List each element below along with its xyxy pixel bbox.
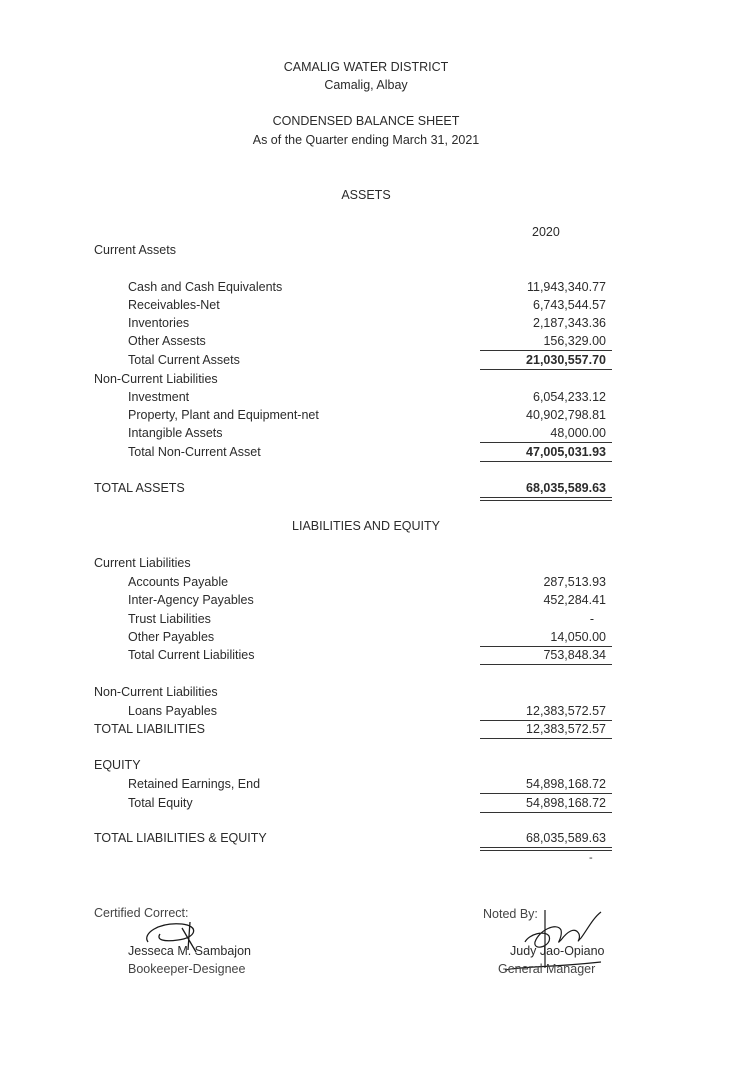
asset-line-label: Inventories — [128, 316, 190, 330]
subtotal-rule — [480, 350, 612, 351]
total-rule — [480, 369, 612, 370]
grand-total-double-rule — [480, 497, 612, 501]
asset-line-label: Receivables-Net — [128, 298, 220, 312]
asset-line-amount: 6,743,544.57 — [533, 298, 606, 312]
total-noncurrent-assets-amount: 47,005,031.93 — [526, 445, 606, 459]
liabilities-equity-heading: LIABILITIES AND EQUITY — [292, 519, 440, 533]
total-rule — [480, 738, 612, 739]
total-current-assets-amount: 21,030,557.70 — [526, 353, 606, 367]
asset-line-label: Property, Plant and Equipment-net — [128, 408, 319, 422]
noncurrent-assets-heading: Non-Current Liabilities — [94, 372, 218, 386]
current-liabilities-heading: Current Liabilities — [94, 556, 191, 570]
liability-line-label: Inter-Agency Payables — [128, 593, 254, 607]
liability-line-amount: 287,513.93 — [543, 575, 606, 589]
asset-line-label: Other Assests — [128, 334, 206, 348]
equity-line-amount: 54,898,168.72 — [526, 777, 606, 791]
subtotal-rule — [480, 646, 612, 647]
total-liabilities-equity-label: TOTAL LIABILITIES & EQUITY — [94, 831, 267, 845]
report-period: As of the Quarter ending March 31, 2021 — [252, 133, 480, 147]
noted-caption: Noted By: — [483, 907, 538, 921]
liability-line-label: Trust Liabilities — [128, 612, 211, 626]
current-assets-heading: Current Assets — [94, 243, 176, 257]
asset-line-amount: 11,943,340.77 — [526, 280, 606, 294]
certified-title: Bookeeper-Designee — [128, 962, 246, 976]
liability-line-amount: 452,284.41 — [543, 593, 606, 607]
certified-name: Jesseca M. Sambajon — [128, 944, 251, 958]
total-equity-amount: 54,898,168.72 — [526, 796, 606, 810]
total-current-liabilities-label: Total Current Liabilities — [128, 648, 255, 662]
certified-caption: Certified Correct: — [94, 906, 189, 920]
liability-line-amount: - — [589, 612, 594, 626]
asset-line-label: Cash and Cash Equivalents — [128, 280, 283, 294]
noted-title: General Manager — [498, 962, 596, 976]
liability-line-label: Accounts Payable — [128, 575, 229, 589]
asset-line-label: Investment — [128, 390, 190, 404]
total-current-assets-label: Total Current Assets — [128, 353, 240, 367]
total-liabilities-equity-amount: 68,035,589.63 — [526, 831, 606, 845]
total-current-liabilities-amount: 753,848.34 — [543, 648, 606, 662]
total-rule — [480, 664, 612, 665]
subtotal-rule — [480, 793, 612, 794]
liability-line-label: Loans Payables — [128, 704, 217, 718]
subtotal-rule — [480, 720, 612, 721]
org-location: Camalig, Albay — [324, 78, 408, 92]
asset-line-amount: 2,187,343.36 — [533, 316, 606, 330]
total-noncurrent-assets-label: Total Non-Current Asset — [128, 445, 261, 459]
noted-name: Judy Jao-Opiano — [510, 944, 605, 958]
liability-line-amount: 12,383,572.57 — [526, 704, 606, 718]
total-liabilities-amount: 12,383,572.57 — [526, 722, 606, 736]
total-rule — [480, 812, 612, 813]
asset-line-amount: 6,054,233.12 — [533, 390, 606, 404]
grand-total-double-rule — [480, 847, 612, 851]
total-rule — [480, 461, 612, 462]
equity-heading: EQUITY — [94, 758, 141, 772]
org-name: CAMALIG WATER DISTRICT — [283, 60, 449, 74]
asset-line-amount: 40,902,798.81 — [526, 408, 606, 422]
asset-line-amount: 156,329.00 — [543, 334, 606, 348]
equity-line-label: Retained Earnings, End — [128, 777, 261, 791]
asset-line-label: Intangible Assets — [128, 426, 223, 440]
total-assets-amount: 68,035,589.63 — [526, 481, 606, 495]
asset-line-amount: 48,000.00 — [550, 426, 606, 440]
total-assets-label: TOTAL ASSETS — [94, 481, 185, 495]
total-liabilities-label: TOTAL LIABILITIES — [94, 722, 205, 736]
year-column-header: 2020 — [532, 225, 560, 239]
assets-heading: ASSETS — [341, 188, 391, 202]
trailing-dash: - — [589, 852, 593, 864]
total-equity-label: Total Equity — [128, 796, 193, 810]
liability-line-amount: 14,050.00 — [550, 630, 606, 644]
noncurrent-liabilities-heading: Non-Current Liabilities — [94, 685, 218, 699]
liability-line-label: Other Payables — [128, 630, 215, 644]
report-title: CONDENSED BALANCE SHEET — [272, 114, 460, 128]
subtotal-rule — [480, 442, 612, 443]
